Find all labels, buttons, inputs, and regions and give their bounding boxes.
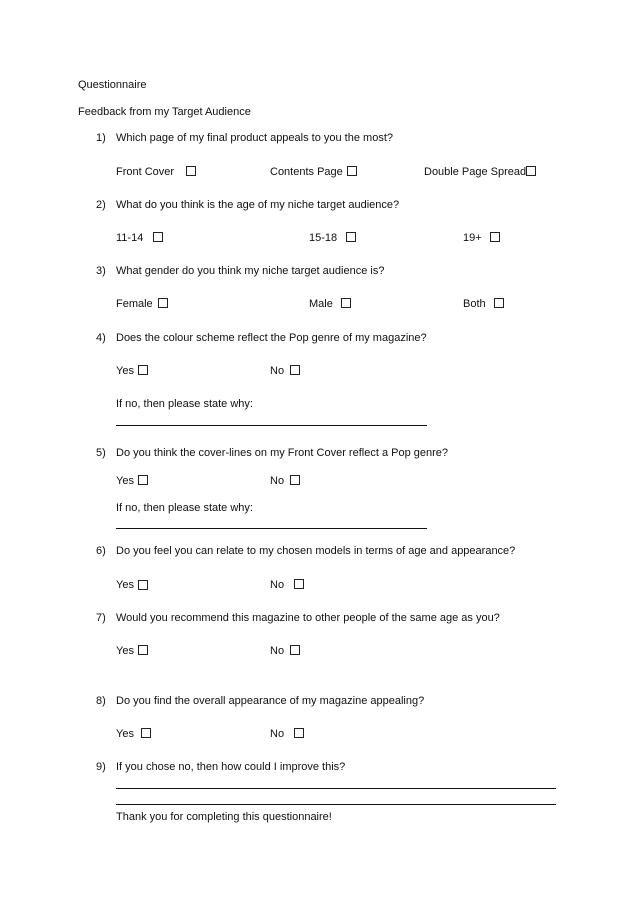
closing-thanks: Thank you for completing this questionnaire! bbox=[116, 811, 332, 823]
question-9-text: If you chose no, then how could I improve this? bbox=[116, 761, 346, 773]
q6-option-yes-label: Yes bbox=[116, 579, 134, 591]
q4-followup-label: If no, then please state why: bbox=[116, 398, 253, 410]
q9-answer-line-2[interactable] bbox=[116, 804, 556, 805]
q4-option-no-label: No bbox=[270, 365, 285, 377]
q2-19-plus-checkbox[interactable] bbox=[490, 232, 500, 242]
question-number-2: 2) bbox=[96, 199, 106, 211]
q5-option-yes-label: Yes bbox=[116, 475, 134, 487]
q1-contents-page-checkbox[interactable] bbox=[347, 166, 357, 176]
q4-option-yes-label: Yes bbox=[116, 365, 134, 377]
question-number-6: 6) bbox=[96, 545, 106, 557]
question-6-text: Do you feel you can relate to my chosen models in terms of age and appearance? bbox=[116, 545, 516, 557]
q7-yes-checkbox[interactable] bbox=[138, 645, 148, 655]
q2-15-18-checkbox[interactable] bbox=[346, 232, 356, 242]
q9-answer-line-1[interactable] bbox=[116, 788, 556, 789]
q4-yes-checkbox[interactable] bbox=[138, 365, 148, 375]
question-number-9: 9) bbox=[96, 761, 106, 773]
question-8-text: Do you find the overall appearance of my magazine appealing? bbox=[116, 695, 425, 707]
q4-answer-line[interactable] bbox=[116, 425, 427, 426]
question-4-text: Does the colour scheme reflect the Pop genre of my magazine? bbox=[116, 332, 427, 344]
question-number-8: 8) bbox=[96, 695, 106, 707]
q8-yes-checkbox[interactable] bbox=[141, 728, 151, 738]
q8-no-checkbox[interactable] bbox=[294, 728, 304, 738]
q6-yes-checkbox[interactable] bbox=[138, 580, 148, 590]
question-number-7: 7) bbox=[96, 612, 106, 624]
q3-option-female-label: Female bbox=[116, 298, 153, 310]
question-number-4: 4) bbox=[96, 332, 106, 344]
q3-option-male-label: Male bbox=[309, 298, 333, 310]
document-subtitle: Feedback from my Target Audience bbox=[78, 106, 251, 118]
question-7-text: Would you recommend this magazine to other people of the same age as you? bbox=[116, 612, 500, 624]
q8-option-no-label: No bbox=[270, 728, 285, 740]
question-number-5: 5) bbox=[96, 447, 106, 459]
q1-option-double-page-spread-label: Double Page Spread bbox=[424, 166, 527, 178]
question-2-text: What do you think is the age of my niche target audience? bbox=[116, 199, 400, 211]
q6-option-no-label: No bbox=[270, 579, 285, 591]
q2-option-19-plus-label: 19+ bbox=[463, 232, 482, 244]
q2-option-15-18-label: 15-18 bbox=[309, 232, 338, 244]
q3-option-both-label: Both bbox=[463, 298, 486, 310]
q6-no-checkbox[interactable] bbox=[294, 579, 304, 589]
q1-option-front-cover-label: Front Cover bbox=[116, 166, 175, 178]
document-title: Questionnaire bbox=[78, 79, 147, 91]
q1-option-contents-page-label: Contents Page bbox=[270, 166, 343, 178]
q7-option-yes-label: Yes bbox=[116, 645, 134, 657]
q1-front-cover-checkbox[interactable] bbox=[186, 166, 196, 176]
q3-both-checkbox[interactable] bbox=[494, 298, 504, 308]
q8-option-yes-label: Yes bbox=[116, 728, 134, 740]
q4-no-checkbox[interactable] bbox=[290, 365, 300, 375]
q5-yes-checkbox[interactable] bbox=[138, 475, 148, 485]
q2-11-14-checkbox[interactable] bbox=[153, 232, 163, 242]
q3-male-checkbox[interactable] bbox=[341, 298, 351, 308]
q5-option-no-label: No bbox=[270, 475, 285, 487]
question-5-text: Do you think the cover-lines on my Front Cover reflect a Pop genre? bbox=[116, 447, 448, 459]
q5-answer-line[interactable] bbox=[116, 528, 427, 529]
question-number-3: 3) bbox=[96, 265, 106, 277]
question-number-1: 1) bbox=[96, 132, 106, 144]
q2-option-11-14-label: 11-14 bbox=[116, 232, 144, 244]
q1-double-page-spread-checkbox[interactable] bbox=[526, 166, 536, 176]
q5-no-checkbox[interactable] bbox=[290, 475, 300, 485]
q5-followup-label: If no, then please state why: bbox=[116, 502, 253, 514]
q3-female-checkbox[interactable] bbox=[158, 298, 168, 308]
q7-option-no-label: No bbox=[270, 645, 285, 657]
q7-no-checkbox[interactable] bbox=[290, 645, 300, 655]
question-1-text: Which page of my final product appeals to you the most? bbox=[116, 132, 393, 144]
question-3-text: What gender do you think my niche target audience is? bbox=[116, 265, 385, 277]
